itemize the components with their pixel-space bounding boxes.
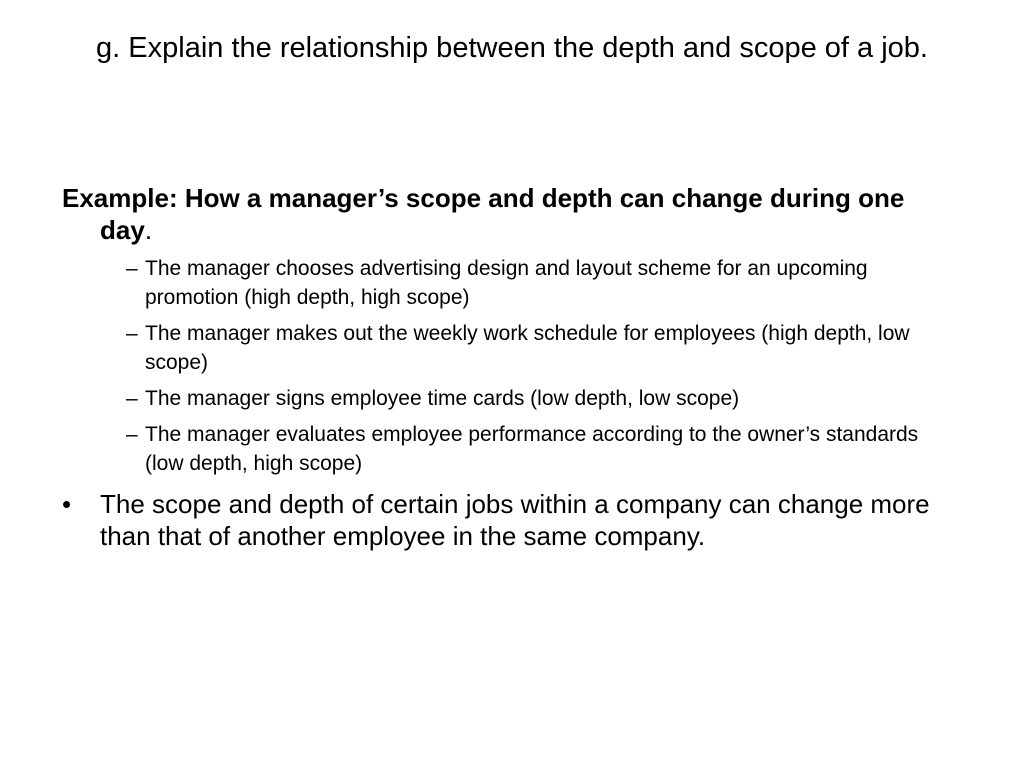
list-item-text: The manager chooses advertising design and layout scheme for an upcoming promotion (high depth, high scope) (145, 257, 868, 309)
list-item-text: The manager makes out the weekly work schedule for employees (high depth, low scope) (145, 322, 910, 374)
dash-bullet-icon: – (126, 257, 138, 280)
example-sub-list (62, 254, 962, 478)
list-item (62, 254, 962, 312)
example-heading-bold: Example: How a manager’s scope and depth can change during one day (62, 183, 905, 245)
dash-bullet-icon: – (126, 423, 138, 446)
slide-body (62, 182, 962, 552)
example-heading-period: . (144, 215, 153, 245)
list-item-text: The manager evaluates employee performance according to the owner’s standards (low depth, high scope) (145, 423, 919, 475)
dash-bullet-icon: – (126, 322, 138, 345)
slide-title: g. Explain the relationship between the depth and scope of a job. (96, 32, 928, 64)
list-item (62, 384, 962, 413)
bullet-dot-icon: • (62, 489, 72, 519)
list-item (62, 319, 962, 377)
list-item (62, 420, 962, 478)
dash-bullet-icon: – (126, 387, 138, 410)
bullet-point-text: The scope and depth of certain jobs within a company can change more than that of another employee in the same company. (100, 489, 930, 551)
list-item-text: The manager signs employee time cards (low depth, low scope) (145, 387, 740, 410)
example-heading (62, 182, 962, 246)
bullet-point (62, 488, 962, 552)
